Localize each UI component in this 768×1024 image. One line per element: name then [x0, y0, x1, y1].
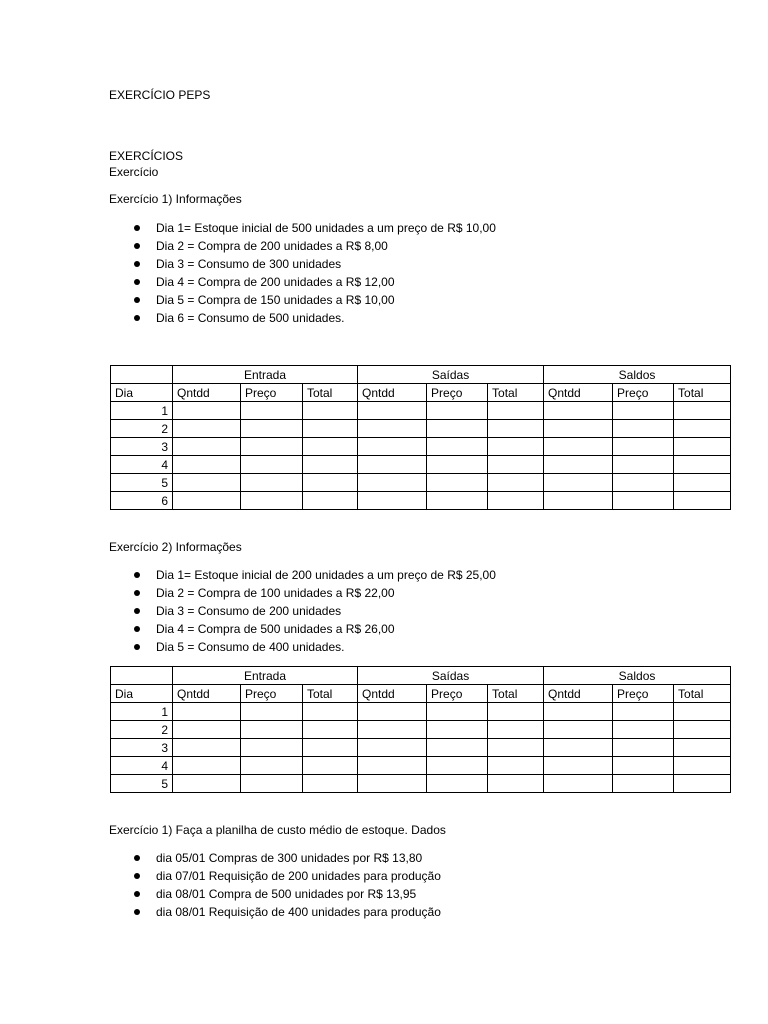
- table-cell[interactable]: [173, 739, 241, 757]
- table-header: Preço: [427, 384, 488, 402]
- table-header: Total: [674, 685, 731, 703]
- table-cell[interactable]: [303, 402, 358, 420]
- table-cell-day: 2: [111, 420, 173, 438]
- bullet-icon: [134, 644, 140, 650]
- table-row: [111, 438, 731, 456]
- table-cell[interactable]: [173, 775, 241, 793]
- table-cell[interactable]: [427, 775, 488, 793]
- table-group-header: Saídas: [358, 667, 544, 685]
- table-cell-day: 1: [111, 703, 173, 721]
- table-cell[interactable]: [488, 703, 544, 721]
- table-cell[interactable]: [358, 402, 427, 420]
- table-cell[interactable]: [358, 703, 427, 721]
- exercise1-list: [109, 219, 496, 327]
- table-cell-day: 4: [111, 456, 173, 474]
- table-cell[interactable]: [544, 438, 613, 456]
- table-cell[interactable]: [613, 420, 674, 438]
- table-cell[interactable]: [173, 474, 241, 492]
- table-cell[interactable]: [613, 739, 674, 757]
- table-cell[interactable]: [674, 703, 731, 721]
- table-sub-header-row: [111, 384, 731, 402]
- table-cell[interactable]: [613, 492, 674, 510]
- list-item: dia 08/01 Requisição de 400 unidades para produção: [109, 903, 441, 921]
- table-cell[interactable]: [173, 420, 241, 438]
- table-cell[interactable]: [488, 438, 544, 456]
- bullet-icon: [134, 626, 140, 632]
- bullet-icon: [134, 315, 140, 321]
- table-cell[interactable]: [613, 402, 674, 420]
- table-header: Qntdd: [544, 384, 613, 402]
- table-cell[interactable]: [613, 775, 674, 793]
- table-cell[interactable]: [303, 420, 358, 438]
- list-item: Dia 4 = Compra de 500 unidades a R$ 26,00: [109, 620, 496, 638]
- table-cell[interactable]: [674, 492, 731, 510]
- table-row: [111, 492, 731, 510]
- table-group-header-row: [111, 366, 731, 384]
- exercise2-list: [109, 566, 496, 656]
- table-cell[interactable]: [358, 757, 427, 775]
- table-row: [111, 739, 731, 757]
- table-cell-day: 5: [111, 775, 173, 793]
- table-cell[interactable]: [613, 703, 674, 721]
- table-cell[interactable]: [241, 739, 303, 757]
- table-cell[interactable]: [303, 456, 358, 474]
- table-row: [111, 721, 731, 739]
- table-cell[interactable]: [674, 739, 731, 757]
- table-header-empty: [111, 366, 173, 384]
- table-cell[interactable]: [488, 739, 544, 757]
- table-header: Preço: [241, 685, 303, 703]
- table-header: Qntdd: [544, 685, 613, 703]
- list-item: Dia 2 = Compra de 100 unidades a R$ 22,00: [109, 584, 496, 602]
- table-header-day: Dia: [111, 685, 173, 703]
- exercise2-ledger-table: [110, 666, 731, 793]
- list-item: Dia 3 = Consumo de 300 unidades: [109, 255, 496, 273]
- list-item: dia 08/01 Compra de 500 unidades por R$ 13,95: [109, 885, 441, 903]
- table-cell[interactable]: [544, 721, 613, 739]
- table-cell[interactable]: [427, 438, 488, 456]
- table-cell[interactable]: [303, 438, 358, 456]
- section-subheading: Exercício: [109, 165, 159, 179]
- table-cell[interactable]: [613, 456, 674, 474]
- table-header: Qntdd: [173, 685, 241, 703]
- table-cell[interactable]: [544, 474, 613, 492]
- table-cell[interactable]: [674, 456, 731, 474]
- table-cell[interactable]: [488, 757, 544, 775]
- table-row: [111, 775, 731, 793]
- table-cell[interactable]: [358, 438, 427, 456]
- exercise3-heading: Exercício 1) Faça a planilha de custo médio de estoque. Dados: [109, 823, 446, 837]
- table-cell[interactable]: [427, 739, 488, 757]
- table-cell[interactable]: [358, 775, 427, 793]
- table-cell[interactable]: [173, 438, 241, 456]
- list-item: Dia 6 = Consumo de 500 unidades.: [109, 309, 496, 327]
- table-cell[interactable]: [173, 492, 241, 510]
- table-cell[interactable]: [241, 775, 303, 793]
- section-heading: EXERCÍCIOS: [109, 149, 184, 163]
- table-group-header-row: [111, 667, 731, 685]
- table-cell[interactable]: [241, 757, 303, 775]
- table-group-header: Entrada: [173, 667, 358, 685]
- table-cell[interactable]: [173, 402, 241, 420]
- table-cell[interactable]: [544, 703, 613, 721]
- table-row: [111, 420, 731, 438]
- exercise3-list: [109, 849, 441, 921]
- table-row: [111, 703, 731, 721]
- table-cell[interactable]: [488, 420, 544, 438]
- list-item: Dia 3 = Consumo de 200 unidades: [109, 602, 496, 620]
- table-cell[interactable]: [427, 703, 488, 721]
- table-cell[interactable]: [303, 492, 358, 510]
- bullet-icon: [134, 873, 140, 879]
- table-cell[interactable]: [303, 757, 358, 775]
- bullet-icon: [134, 909, 140, 915]
- table-header: Total: [488, 685, 544, 703]
- table-header: Preço: [241, 384, 303, 402]
- table-group-header: Saídas: [358, 366, 544, 384]
- table-header: Qntdd: [358, 685, 427, 703]
- table-cell[interactable]: [303, 474, 358, 492]
- table-group-header: Saldos: [544, 667, 731, 685]
- table-cell[interactable]: [358, 739, 427, 757]
- table-cell-day: 1: [111, 402, 173, 420]
- table-cell[interactable]: [358, 420, 427, 438]
- table-cell[interactable]: [488, 456, 544, 474]
- bullet-icon: [134, 297, 140, 303]
- table-cell[interactable]: [427, 474, 488, 492]
- table-sub-header-row: [111, 685, 731, 703]
- table-cell[interactable]: [358, 456, 427, 474]
- table-cell[interactable]: [303, 739, 358, 757]
- table-cell[interactable]: [427, 420, 488, 438]
- table-header: Qntdd: [173, 384, 241, 402]
- table-header: Qntdd: [358, 384, 427, 402]
- bullet-icon: [134, 855, 140, 861]
- list-item: dia 05/01 Compras de 300 unidades por R$ 13,80: [109, 849, 441, 867]
- table-header-empty: [111, 667, 173, 685]
- bullet-icon: [134, 572, 140, 578]
- table-cell-day: 5: [111, 474, 173, 492]
- bullet-icon: [134, 243, 140, 249]
- table-cell[interactable]: [241, 474, 303, 492]
- table-cell[interactable]: [613, 474, 674, 492]
- table-header: Preço: [613, 685, 674, 703]
- table-cell[interactable]: [173, 456, 241, 474]
- table-cell[interactable]: [544, 739, 613, 757]
- table-cell[interactable]: [427, 402, 488, 420]
- table-cell[interactable]: [173, 703, 241, 721]
- table-cell[interactable]: [544, 456, 613, 474]
- list-item: Dia 5 = Compra de 150 unidades a R$ 10,00: [109, 291, 496, 309]
- table-cell[interactable]: [241, 456, 303, 474]
- list-item: Dia 1= Estoque inicial de 200 unidades a um preço de R$ 25,00: [109, 566, 496, 584]
- table-header: Total: [303, 384, 358, 402]
- table-cell[interactable]: [674, 402, 731, 420]
- table-header: Preço: [427, 685, 488, 703]
- table-cell[interactable]: [303, 721, 358, 739]
- table-cell[interactable]: [613, 757, 674, 775]
- table-cell[interactable]: [173, 721, 241, 739]
- table-header: Total: [674, 384, 731, 402]
- table-cell[interactable]: [488, 402, 544, 420]
- table-group-header: Entrada: [173, 366, 358, 384]
- table-cell[interactable]: [544, 492, 613, 510]
- table-cell[interactable]: [241, 492, 303, 510]
- table-cell[interactable]: [427, 456, 488, 474]
- table-cell[interactable]: [544, 402, 613, 420]
- document-title: EXERCÍCIO PEPS: [109, 88, 211, 102]
- table-row: [111, 402, 731, 420]
- bullet-icon: [134, 225, 140, 231]
- table-header: Total: [488, 384, 544, 402]
- table-header: Total: [303, 685, 358, 703]
- table-cell[interactable]: [173, 757, 241, 775]
- table-cell[interactable]: [674, 757, 731, 775]
- table-cell[interactable]: [241, 420, 303, 438]
- table-cell[interactable]: [488, 474, 544, 492]
- table-cell[interactable]: [241, 438, 303, 456]
- bullet-icon: [134, 608, 140, 614]
- table-row: [111, 474, 731, 492]
- table-cell[interactable]: [544, 420, 613, 438]
- table-cell[interactable]: [544, 775, 613, 793]
- table-cell-day: 2: [111, 721, 173, 739]
- table-cell[interactable]: [613, 721, 674, 739]
- table-cell[interactable]: [488, 721, 544, 739]
- table-cell-day: 6: [111, 492, 173, 510]
- bullet-icon: [134, 590, 140, 596]
- list-item: Dia 4 = Compra de 200 unidades a R$ 12,00: [109, 273, 496, 291]
- table-cell[interactable]: [674, 438, 731, 456]
- table-cell[interactable]: [613, 438, 674, 456]
- table-cell[interactable]: [241, 721, 303, 739]
- table-cell[interactable]: [544, 757, 613, 775]
- exercise1-ledger-table: [110, 365, 731, 510]
- table-cell[interactable]: [674, 775, 731, 793]
- table-cell-day: 4: [111, 757, 173, 775]
- table-cell[interactable]: [674, 721, 731, 739]
- table-cell[interactable]: [241, 402, 303, 420]
- table-cell-day: 3: [111, 739, 173, 757]
- exercise1-heading: Exercício 1) Informações: [109, 192, 242, 206]
- table-cell[interactable]: [241, 703, 303, 721]
- table-cell[interactable]: [488, 492, 544, 510]
- table-cell[interactable]: [427, 721, 488, 739]
- bullet-icon: [134, 891, 140, 897]
- table-cell[interactable]: [674, 420, 731, 438]
- table-row: [111, 757, 731, 775]
- table-header: Preço: [613, 384, 674, 402]
- table-cell[interactable]: [303, 703, 358, 721]
- list-item: Dia 5 = Consumo de 400 unidades.: [109, 638, 496, 656]
- table-row: [111, 456, 731, 474]
- table-cell[interactable]: [358, 492, 427, 510]
- bullet-icon: [134, 261, 140, 267]
- list-item: Dia 1= Estoque inicial de 500 unidades a um preço de R$ 10,00: [109, 219, 496, 237]
- list-item: Dia 2 = Compra de 200 unidades a R$ 8,00: [109, 237, 496, 255]
- table-group-header: Saldos: [544, 366, 731, 384]
- bullet-icon: [134, 279, 140, 285]
- table-cell[interactable]: [674, 474, 731, 492]
- table-cell[interactable]: [427, 492, 488, 510]
- table-cell-day: 3: [111, 438, 173, 456]
- list-item: dia 07/01 Requisição de 200 unidades para produção: [109, 867, 441, 885]
- table-cell[interactable]: [488, 775, 544, 793]
- table-cell[interactable]: [358, 721, 427, 739]
- table-cell[interactable]: [303, 775, 358, 793]
- table-cell[interactable]: [427, 757, 488, 775]
- table-header-day: Dia: [111, 384, 173, 402]
- table-cell[interactable]: [358, 474, 427, 492]
- exercise2-heading: Exercício 2) Informações: [109, 540, 242, 554]
